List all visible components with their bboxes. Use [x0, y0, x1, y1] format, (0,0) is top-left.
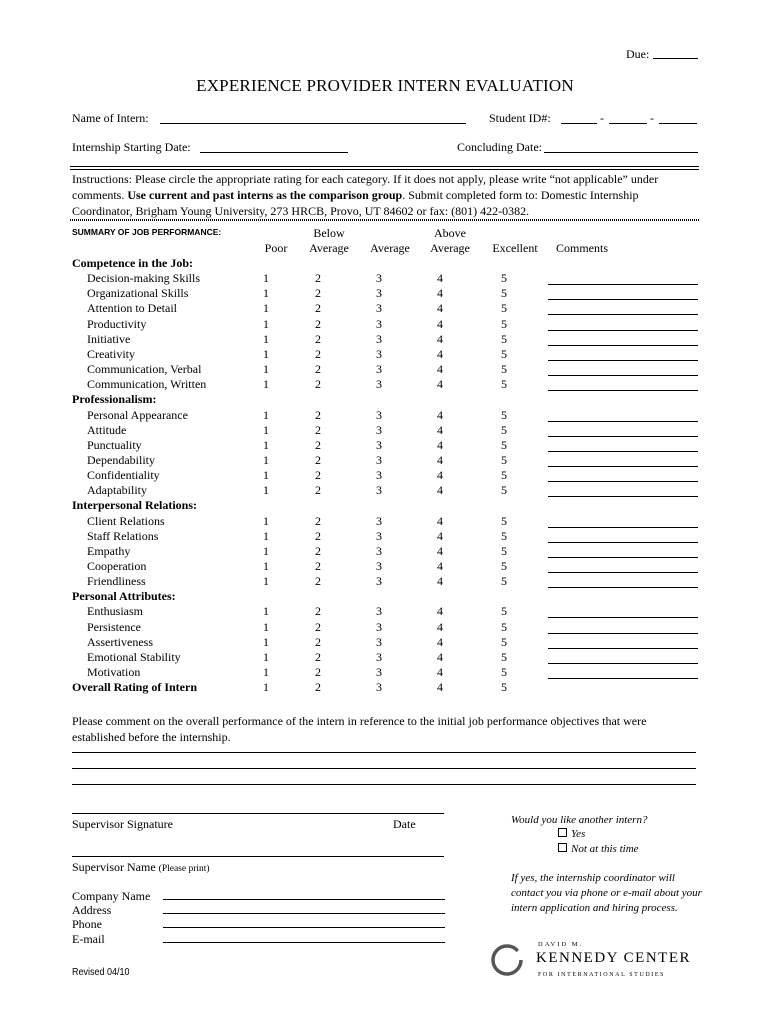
rating-option[interactable]: 1 — [263, 407, 269, 422]
rating-option[interactable]: 2 — [315, 483, 321, 498]
rating-option[interactable]: 4 — [437, 604, 443, 619]
comment-field[interactable] — [548, 572, 698, 573]
rating-option[interactable]: 3 — [376, 649, 382, 664]
rating-option[interactable]: 2 — [315, 316, 321, 331]
section-title: Interpersonal Relations: — [72, 498, 197, 513]
rating-option[interactable]: 3 — [376, 665, 382, 680]
rating-option[interactable]: 5 — [501, 665, 507, 680]
rating-option[interactable]: 5 — [501, 513, 507, 528]
rating-option[interactable]: 2 — [315, 362, 321, 377]
rating-option[interactable]: 5 — [501, 543, 507, 558]
rating-option[interactable]: 3 — [376, 528, 382, 543]
comment-field[interactable] — [548, 678, 698, 679]
rating-option[interactable]: 3 — [376, 559, 382, 573]
supervisor-name-label: Supervisor Name (Please print) — [72, 860, 210, 874]
date-label: Date — [393, 817, 416, 831]
rating-option[interactable]: 3 — [376, 619, 382, 634]
rating-option[interactable]: 3 — [376, 680, 382, 695]
criterion-label: Productivity — [87, 316, 147, 331]
rating-option[interactable]: 5 — [501, 437, 507, 452]
option-yes[interactable]: Yes — [558, 828, 585, 840]
rating-option[interactable]: 1 — [263, 316, 269, 331]
rating-option[interactable]: 5 — [501, 483, 507, 498]
rating-option[interactable]: 3 — [376, 377, 382, 392]
comment-prompt: Please comment on the overall performance of the intern in reference to the initial job performance objectives that were established before the internship. — [72, 714, 647, 744]
rating-option[interactable]: 5 — [501, 649, 507, 664]
student-id-field-2[interactable] — [609, 123, 647, 124]
criterion-label: Emotional Stability — [87, 649, 181, 664]
col-comments: Comments — [555, 241, 608, 255]
rating-option[interactable]: 5 — [501, 604, 507, 619]
supervisor-name-line[interactable] — [72, 856, 444, 857]
rating-option[interactable]: 1 — [263, 619, 269, 634]
rating-option[interactable]: 5 — [501, 346, 507, 361]
criterion-label: Organizational Skills — [87, 286, 189, 301]
student-id-label: Student ID#: — [489, 111, 551, 125]
criterion-label: Initiative — [87, 331, 131, 346]
rating-option[interactable]: 1 — [263, 286, 269, 301]
rating-option[interactable]: 5 — [501, 468, 507, 483]
rating-option[interactable]: 1 — [263, 649, 269, 664]
rating-option[interactable]: 3 — [376, 422, 382, 437]
comment-field[interactable] — [548, 375, 698, 376]
col-average: Average — [370, 241, 410, 255]
comment-line[interactable] — [72, 768, 696, 769]
summary-label: SUMMARY OF JOB PERFORMANCE: — [72, 227, 222, 237]
rating-option[interactable]: 2 — [315, 407, 321, 422]
instructions-top-rule — [70, 166, 699, 170]
col-above-average: Above Average — [430, 226, 470, 255]
company-name-label: Company Name — [72, 889, 151, 903]
comment-field[interactable] — [548, 542, 698, 543]
criterion-label: Creativity — [87, 346, 135, 361]
another-intern-question: Would you like another intern? — [511, 814, 648, 826]
due-field[interactable] — [653, 58, 698, 59]
rating-option[interactable]: 1 — [263, 634, 269, 649]
instructions-line-2: comments. Use current and past interns as the comparison group. Submit completed form to: Domestic Internship — [72, 188, 639, 202]
rating-option[interactable]: 4 — [437, 271, 443, 286]
phone-label: Phone — [72, 917, 102, 931]
rating-option[interactable]: 5 — [501, 362, 507, 377]
rating-option[interactable]: 5 — [501, 634, 507, 649]
rating-option[interactable]: 1 — [263, 301, 269, 316]
revised-label: Revised 04/10 — [72, 967, 130, 978]
rating-option[interactable]: 5 — [501, 680, 507, 695]
comment-field[interactable] — [548, 466, 698, 467]
checkbox-icon[interactable] — [558, 843, 567, 852]
comment-field[interactable] — [548, 633, 698, 634]
due-label: Due: — [626, 47, 650, 61]
rating-option[interactable]: 5 — [501, 331, 507, 346]
rating-option[interactable]: 2 — [315, 543, 321, 558]
rating-option[interactable]: 1 — [263, 604, 269, 619]
address-label: Address — [72, 903, 112, 917]
instructions-bottom-rule — [70, 219, 699, 221]
rating-option[interactable]: 3 — [376, 634, 382, 649]
rating-option[interactable]: 2 — [315, 452, 321, 467]
rating-option[interactable]: 3 — [376, 286, 382, 301]
rating-option[interactable]: 1 — [263, 468, 269, 483]
rating-option[interactable]: 3 — [376, 452, 382, 467]
criterion-label: Personal Appearance — [87, 407, 188, 422]
rating-option[interactable]: 3 — [376, 301, 382, 316]
rating-option[interactable]: 2 — [315, 528, 321, 543]
rating-option[interactable]: 2 — [315, 604, 321, 619]
rating-option[interactable]: 3 — [376, 407, 382, 422]
comment-field[interactable] — [548, 557, 698, 558]
comment-field[interactable] — [548, 617, 698, 618]
section-title: Competence in the Job: — [72, 256, 193, 270]
rating-option[interactable]: 4 — [437, 346, 443, 361]
comment-field[interactable] — [548, 436, 698, 437]
rating-option[interactable]: 1 — [263, 513, 269, 528]
rating-option[interactable]: 4 — [437, 301, 443, 316]
col-below-average: Below Average — [309, 226, 349, 255]
rating-option[interactable]: 1 — [263, 452, 269, 467]
rating-option[interactable]: 5 — [501, 271, 507, 286]
criterion-label: Friendliness — [87, 574, 146, 589]
rating-option[interactable]: 5 — [501, 619, 507, 634]
comment-field[interactable] — [548, 390, 698, 391]
rating-option[interactable]: 1 — [263, 362, 269, 377]
logo-top-text: DAVID M. — [538, 941, 584, 948]
criterion-label: Communication, Written — [87, 377, 207, 392]
student-id-separator: - — [600, 111, 604, 125]
comment-field[interactable] — [548, 527, 698, 528]
rating-option[interactable]: 4 — [437, 665, 443, 680]
rating-option[interactable]: 2 — [315, 301, 321, 316]
rating-option[interactable]: 4 — [437, 574, 443, 589]
rating-option[interactable]: 1 — [263, 574, 269, 589]
rating-option[interactable]: 5 — [501, 286, 507, 301]
criterion-label: Attention to Detail — [87, 301, 177, 316]
instructions — [72, 171, 700, 219]
end-date-label: Concluding Date: — [457, 140, 542, 154]
rating-option[interactable]: 5 — [501, 316, 507, 331]
comment-field[interactable] — [548, 648, 698, 649]
rating-option[interactable]: 4 — [437, 331, 443, 346]
rating-option[interactable]: 5 — [501, 574, 507, 589]
rating-option[interactable]: 3 — [376, 468, 382, 483]
instructions-line-3: Coordinator, Brigham Young University, 273 HRCB, Provo, UT 84602 or fax: (801) 422-0382. — [72, 204, 530, 218]
rating-option[interactable]: 4 — [437, 316, 443, 331]
rating-option[interactable]: 1 — [263, 559, 269, 573]
rating-option[interactable]: 2 — [315, 559, 321, 573]
comment-field[interactable] — [548, 330, 698, 331]
comment-line[interactable] — [72, 784, 696, 785]
rating-option[interactable]: 4 — [437, 286, 443, 301]
rating-option[interactable]: 4 — [437, 468, 443, 483]
rating-option[interactable]: 5 — [501, 422, 507, 437]
rating-option[interactable]: 4 — [437, 559, 443, 573]
rating-option[interactable]: 4 — [437, 680, 443, 695]
rating-option[interactable]: 5 — [501, 377, 507, 392]
rating-option[interactable]: 3 — [376, 331, 382, 346]
rating-option[interactable]: 4 — [437, 452, 443, 467]
page-title: EXPERIENCE PROVIDER INTERN EVALUATION — [196, 76, 574, 95]
rating-option[interactable]: 2 — [315, 513, 321, 528]
phone-field[interactable] — [163, 927, 445, 928]
criterion-label: Cooperation — [87, 559, 147, 573]
student-id-field-1[interactable] — [561, 123, 597, 124]
rating-option[interactable]: 3 — [376, 346, 382, 361]
rating-option[interactable]: 1 — [263, 543, 269, 558]
criterion-label: Client Relations — [87, 513, 165, 528]
rating-option[interactable]: 3 — [376, 483, 382, 498]
rating-option[interactable]: 4 — [437, 483, 443, 498]
criterion-label: Attitude — [87, 422, 127, 437]
comment-line[interactable] — [72, 752, 696, 753]
criterion-label: Decision-making Skills — [87, 271, 200, 286]
rating-option[interactable]: 5 — [501, 559, 507, 573]
criterion-label: Persistence — [87, 619, 141, 634]
rating-option[interactable]: 4 — [437, 422, 443, 437]
section-title: Personal Attributes: — [72, 589, 176, 604]
rating-option[interactable]: 3 — [376, 513, 382, 528]
rating-option[interactable]: 4 — [437, 377, 443, 392]
rating-option[interactable]: 4 — [437, 437, 443, 452]
rating-option[interactable]: 4 — [437, 528, 443, 543]
rating-option[interactable]: 2 — [315, 422, 321, 437]
logo-bottom-text: FOR INTERNATIONAL STUDIES — [538, 972, 666, 978]
comment-field[interactable] — [548, 360, 698, 361]
coordinator-note: If yes, the internship coordinator will contact you via phone or e-mail about your intern application and hiring process. — [511, 872, 702, 914]
criterion-label: Dependability — [87, 452, 155, 467]
rating-option[interactable]: 1 — [263, 377, 269, 392]
rating-option[interactable]: 4 — [437, 513, 443, 528]
rating-option[interactable]: 2 — [315, 346, 321, 361]
rating-option[interactable]: 5 — [501, 528, 507, 543]
rating-option[interactable]: 2 — [315, 271, 321, 286]
rating-option[interactable]: 2 — [315, 665, 321, 680]
rating-option[interactable]: 1 — [263, 665, 269, 680]
address-field[interactable] — [163, 913, 445, 914]
start-date-label: Internship Starting Date: — [72, 140, 191, 154]
rating-option[interactable]: 5 — [501, 407, 507, 422]
circle-logo-icon — [489, 941, 525, 979]
student-id-separator: - — [650, 111, 654, 125]
rating-option[interactable]: 2 — [315, 437, 321, 452]
rating-option[interactable]: 1 — [263, 271, 269, 286]
rating-option[interactable]: 3 — [376, 271, 382, 286]
criterion-label: Assertiveness — [87, 634, 153, 649]
comment-field[interactable] — [548, 451, 698, 452]
comment-field[interactable] — [548, 345, 698, 346]
comment-field[interactable] — [548, 496, 698, 497]
start-date-field[interactable] — [200, 152, 348, 153]
instructions-line-1: Instructions: Please circle the appropriate rating for each category. If it does not apply, please write “not applicable” under — [72, 172, 659, 186]
rating-option[interactable]: 1 — [263, 680, 269, 695]
comment-field[interactable] — [548, 481, 698, 482]
kennedy-center-logo-mark — [489, 941, 525, 979]
criterion-label: Staff Relations — [87, 528, 159, 543]
criterion-label: Confidentiality — [87, 468, 160, 483]
intern-name-field[interactable] — [160, 123, 466, 124]
rating-option[interactable]: 1 — [263, 346, 269, 361]
rating-option[interactable]: 2 — [315, 649, 321, 664]
section-title: Professionalism: — [72, 392, 157, 407]
criterion-label: Enthusiasm — [87, 604, 143, 619]
end-date-field[interactable] — [544, 152, 698, 153]
logo-main-text: KENNEDY CENTER — [536, 950, 692, 966]
comment-field[interactable] — [548, 314, 698, 315]
rating-option[interactable]: 5 — [501, 301, 507, 316]
criterion-label: Punctuality — [87, 437, 142, 452]
comment-field[interactable] — [548, 299, 698, 300]
criterion-label: Communication, Verbal — [87, 362, 202, 377]
rating-option[interactable]: 1 — [263, 331, 269, 346]
rating-option[interactable]: 1 — [263, 437, 269, 452]
rating-option[interactable]: 4 — [437, 407, 443, 422]
rating-option[interactable]: 3 — [376, 362, 382, 377]
option-not-at-this-time[interactable]: Not at this time — [558, 843, 639, 855]
supervisor-signature-label: Supervisor Signature — [72, 817, 173, 831]
rating-option[interactable]: 3 — [376, 604, 382, 619]
rating-option[interactable]: 4 — [437, 634, 443, 649]
rating-option[interactable]: 2 — [315, 468, 321, 483]
rating-option[interactable]: 4 — [437, 362, 443, 377]
col-poor: Poor — [264, 241, 288, 255]
rating-option[interactable]: 4 — [437, 543, 443, 558]
comment-field[interactable] — [548, 421, 698, 422]
overall-rating-label: Overall Rating of Intern — [72, 680, 197, 695]
comment-field[interactable] — [548, 587, 698, 588]
rating-option[interactable]: 3 — [376, 316, 382, 331]
criterion-label: Adaptability — [87, 483, 147, 498]
rating-option[interactable]: 2 — [315, 286, 321, 301]
criterion-label: Motivation — [87, 665, 141, 680]
comment-field[interactable] — [548, 284, 698, 285]
criterion-label: Empathy — [87, 543, 131, 558]
email-label: E-mail — [72, 932, 105, 946]
rating-option[interactable]: 2 — [315, 634, 321, 649]
rating-option[interactable]: 2 — [315, 680, 321, 695]
rating-option[interactable]: 1 — [263, 528, 269, 543]
rating-option[interactable]: 2 — [315, 331, 321, 346]
rating-option[interactable]: 2 — [315, 574, 321, 589]
rating-option[interactable]: 3 — [376, 574, 382, 589]
rating-option[interactable]: 3 — [376, 437, 382, 452]
rating-option[interactable]: 1 — [263, 422, 269, 437]
rating-option[interactable]: 2 — [315, 377, 321, 392]
student-id-field-3[interactable] — [659, 123, 697, 124]
company-name-field[interactable] — [163, 899, 445, 900]
rating-option[interactable]: 1 — [263, 483, 269, 498]
intern-name-label: Name of Intern: — [72, 111, 149, 125]
rating-option[interactable]: 5 — [501, 452, 507, 467]
col-excellent: Excellent — [492, 241, 538, 255]
rating-option[interactable]: 4 — [437, 649, 443, 664]
rating-option[interactable]: 4 — [437, 619, 443, 634]
comment-field[interactable] — [548, 663, 698, 664]
rating-option[interactable]: 2 — [315, 619, 321, 634]
checkbox-icon[interactable] — [558, 828, 567, 837]
email-field[interactable] — [163, 942, 445, 943]
rating-option[interactable]: 3 — [376, 543, 382, 558]
signature-line[interactable] — [72, 813, 444, 814]
